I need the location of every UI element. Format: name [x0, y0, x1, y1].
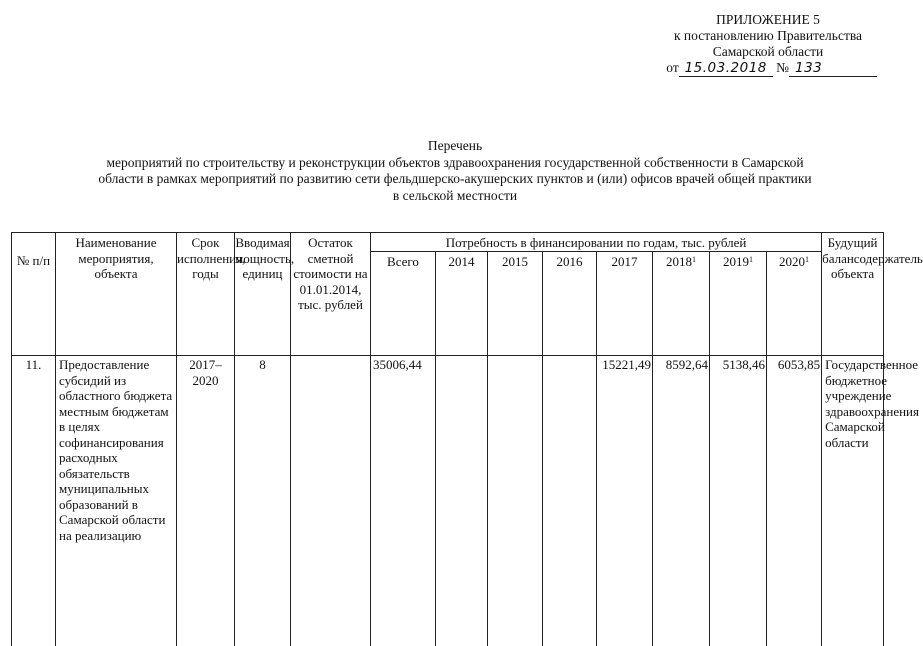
row-2018: 8592,64 — [653, 356, 710, 646]
row-term: 2017–2020 — [177, 356, 235, 646]
heading-line4: в сельской местности — [392, 187, 518, 203]
row-2016 — [543, 356, 597, 646]
header-row-1 — [12, 233, 884, 252]
header-year-2019: 2019$^1$ — [710, 252, 767, 356]
appendix-line1: к постановлению Правительства — [673, 28, 863, 43]
row-2014 — [436, 356, 488, 646]
row-name: Предоставление субсидий из областного бюджета местным бюджетам в целях софинансирования расходных обязательств муниципальных образований в Самарской области на реализацию — [56, 356, 177, 646]
row-2017: 15221,49 — [597, 356, 653, 646]
header-year-2016: 2016 — [543, 252, 597, 356]
handwritten-date: 15.03.2018 — [679, 60, 773, 77]
handwritten-number: 133 — [789, 60, 877, 77]
row-2015 — [488, 356, 543, 646]
header-name: Наименование мероприятия, объекта — [56, 233, 177, 356]
header-funding-group: Потребность в финансировании по годам, тыс. рублей — [371, 233, 822, 252]
header-holder: Будущий балансодержатель объекта — [822, 233, 884, 356]
header-year-2018: 2018$^1$ — [653, 252, 710, 356]
header-year-2017: 2017 — [597, 252, 653, 356]
appendix-date-row — [653, 60, 883, 77]
document-heading — [30, 138, 880, 204]
appendix-header — [653, 12, 883, 77]
row-holder: Государственное бюджетное учреждение здравоохранения Самарской области — [822, 356, 884, 646]
header-capacity: Вводимая мощность, единиц — [235, 233, 291, 356]
table-row — [12, 356, 884, 646]
header-term: Срок исполнения, годы — [177, 233, 235, 356]
header-num: № п/п — [12, 233, 56, 356]
appendix-title: ПРИЛОЖЕНИЕ 5 — [716, 12, 820, 27]
row-2019: 5138,46 — [710, 356, 767, 646]
row-capacity: 8 — [235, 356, 291, 646]
heading-line1: Перечень — [427, 138, 483, 153]
number-label: № — [776, 60, 789, 75]
heading-line3: области в рамках мероприятий по развитию сети фельдшерско-акушерских пунктов и (или) офисов врачей общей практики — [98, 171, 812, 186]
heading-line2: мероприятий по строительству и реконструкции объектов здравоохранения государственной собственности в Самарской — [106, 154, 804, 170]
from-label: от — [666, 60, 679, 75]
row-num: 11. — [12, 356, 56, 646]
row-remainder — [291, 356, 371, 646]
header-year-2014: 2014 — [436, 252, 488, 356]
header-remainder: Остаток сметной стоимости на 01.01.2014, тыс. рублей — [291, 233, 371, 356]
header-year-2020: 2020$^1$ — [767, 252, 822, 356]
header-total: Всего — [371, 252, 436, 356]
appendix-line2: Самарской области — [712, 44, 824, 59]
measures-table — [11, 232, 923, 646]
row-total: 35006,44 — [371, 356, 436, 646]
header-year-2015: 2015 — [488, 252, 543, 356]
row-2020: 6053,85 — [767, 356, 822, 646]
